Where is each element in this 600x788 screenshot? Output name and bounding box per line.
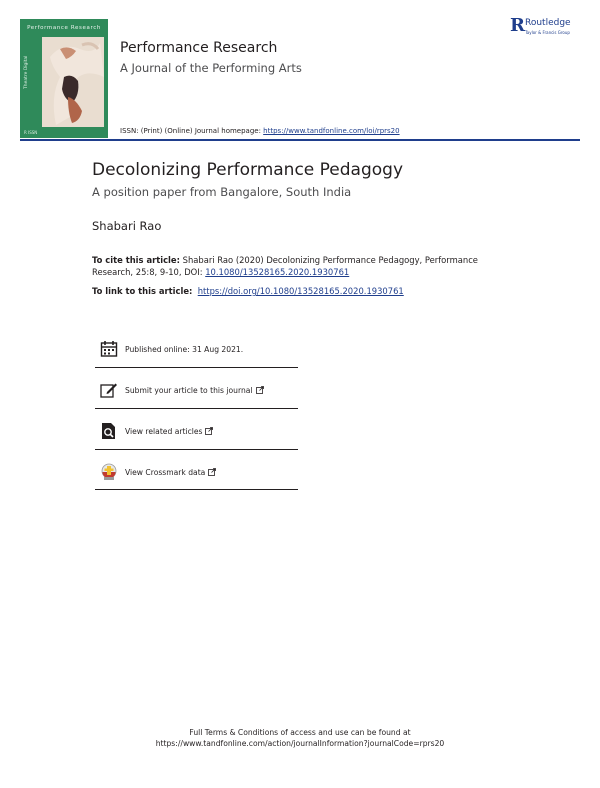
related-articles-label: View related articles	[125, 427, 203, 436]
related-articles-icon	[100, 422, 118, 440]
citation-doi-link[interactable]: 10.1080/13528165.2020.1930761	[205, 267, 350, 277]
cover-photo	[42, 37, 104, 127]
article-title: Decolonizing Performance Pedagogy	[92, 160, 404, 180]
crossmark-row[interactable]	[95, 450, 298, 491]
submit-article-label: Submit your article to this journal	[125, 386, 253, 395]
article-doi-link[interactable]: https://doi.org/10.1080/13528165.2020.1930761	[197, 286, 404, 296]
journal-title: Performance Research	[120, 40, 278, 56]
header-divider	[20, 139, 580, 141]
publisher-logo	[510, 17, 590, 39]
crossmark-link[interactable]	[125, 468, 216, 477]
published-online-label: Published online: 31 Aug 2021.	[125, 345, 244, 354]
footer	[0, 727, 600, 749]
cover-title: Performance Research	[27, 25, 101, 31]
publisher-tagline: Taylor & Francis Group	[525, 30, 570, 35]
crossmark-icon	[100, 463, 118, 481]
published-online-row	[95, 327, 298, 368]
article-link-label: To link to this article:	[92, 286, 193, 296]
publisher-name: Routledge	[525, 18, 571, 28]
cover-mark: R ISSN	[24, 130, 38, 135]
submit-article-row[interactable]	[95, 368, 298, 409]
row-divider	[95, 489, 298, 490]
routledge-r-icon: R	[510, 15, 525, 36]
journal-cover	[20, 19, 108, 138]
cover-vertical-text: Theatre Digital	[24, 55, 29, 89]
footer-terms-text: Full Terms & Conditions of access and use can be found at	[189, 728, 411, 737]
article-link-block	[92, 286, 404, 296]
citation-label: To cite this article:	[92, 255, 180, 265]
calendar-icon	[100, 340, 118, 358]
crossmark-label: View Crossmark data	[125, 468, 206, 477]
issn-label: ISSN: (Print) (Online) Journal homepage:	[120, 127, 264, 135]
article-author: Shabari Rao	[92, 219, 162, 233]
external-link-icon	[256, 386, 264, 394]
journal-subtitle: A Journal of the Performing Arts	[120, 61, 302, 75]
article-subtitle: A position paper from Bangalore, South India	[92, 185, 352, 199]
issn-line	[120, 127, 400, 135]
journal-homepage-link[interactable]: https://www.tandfonline.com/loi/rprs20	[263, 127, 400, 135]
edit-icon	[100, 381, 118, 399]
citation-text: Shabari Rao (2020) Decolonizing Performance Pedagogy, Performance Research, 25:8, 9-10, DOI:	[92, 255, 478, 277]
related-articles-row[interactable]	[95, 409, 298, 450]
submit-article-link[interactable]	[125, 386, 264, 395]
related-articles-link[interactable]	[125, 427, 213, 436]
external-link-icon	[208, 468, 216, 476]
external-link-icon	[205, 427, 213, 435]
citation-block	[92, 254, 512, 278]
footer-terms-link[interactable]: https://www.tandfonline.com/action/journalInformation?journalCode=rprs20	[155, 739, 445, 748]
